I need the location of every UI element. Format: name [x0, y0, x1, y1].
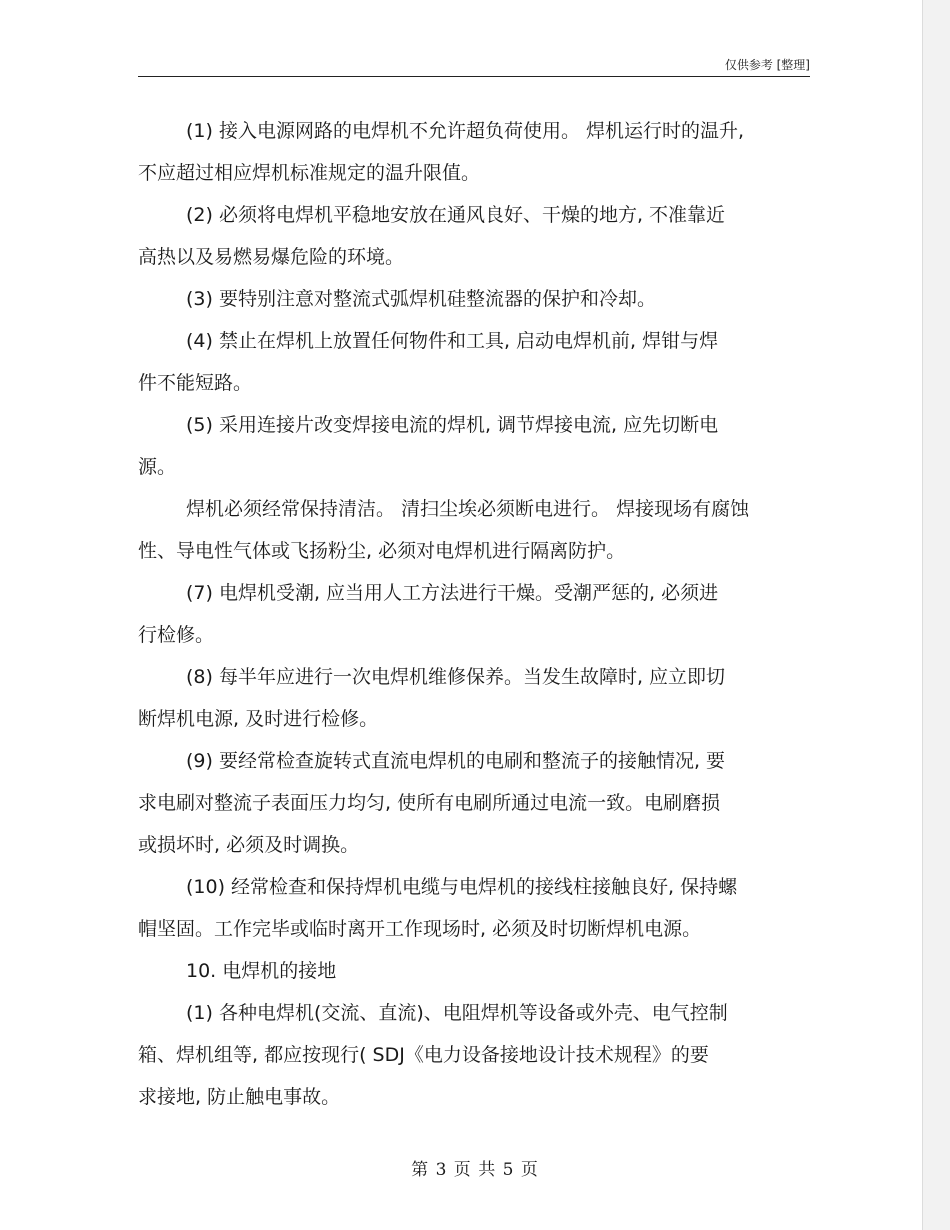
body-text — [138, 110, 818, 1118]
paragraph-7 — [138, 572, 818, 656]
paragraph-line: 求电刷对整流子表面压力均匀, 使所有电刷所通过电流一致。电刷磨损 — [138, 792, 721, 814]
paragraph-line: 高热以及易燃易爆危险的环境。 — [138, 246, 405, 268]
paragraph-line: 断焊机电源, 及时进行检修。 — [138, 708, 379, 730]
paragraph-line: (1) 各种电焊机(交流、直流)、电阻焊机等设备或外壳、电气控制 — [186, 1002, 728, 1024]
page-header: 仅供参考 [整理] — [724, 58, 810, 72]
paragraph-3 — [138, 278, 818, 320]
paragraph-line: 件不能短路。 — [138, 372, 253, 394]
paragraph-line: 焊机必须经常保持清洁。 清扫尘埃必须断电进行。 焊接现场有腐蚀 — [186, 498, 750, 520]
paragraph-line: (9) 要经常检查旋转式直流电焊机的电刷和整流子的接触情况, 要 — [186, 750, 726, 772]
paragraph-4 — [138, 320, 818, 404]
paragraph-1 — [138, 110, 818, 194]
paragraph-line: 帽坚固。工作完毕或临时离开工作现场时, 必须及时切断焊机电源。 — [138, 918, 702, 940]
paragraph-8 — [138, 656, 818, 740]
paragraph-line: 源。 — [138, 456, 177, 478]
paragraph-line: (1) 接入电源网路的电焊机不允许超负荷使用。 焊机运行时的温升, — [186, 120, 745, 142]
paragraph-line: 求接地, 防止触电事故。 — [138, 1086, 341, 1108]
paragraph-line: (3) 要特别注意对整流式弧焊机硅整流器的保护和冷却。 — [186, 288, 656, 310]
paragraph-10 — [138, 866, 818, 950]
paragraph-line: 性、导电性气体或飞扬粉尘, 必须对电焊机进行隔离防护。 — [138, 540, 626, 562]
paragraph-line: 或损坏时, 必须及时调换。 — [138, 834, 360, 856]
paragraph-9 — [138, 740, 818, 866]
paragraph-line: (2) 必须将电焊机平稳地安放在通风良好、干燥的地方, 不准靠近 — [186, 204, 726, 226]
paragraph-line: (10) 经常检查和保持焊机电缆与电焊机的接线柱接触良好, 保持螺 — [186, 876, 738, 898]
paragraph-line: 行检修。 — [138, 624, 215, 646]
paragraph-line: 箱、焊机组等, 都应按现行( SDJ《电力设备接地设计技术规程》的要 — [138, 1044, 709, 1066]
page-footer: 第 3 页 共 5 页 — [411, 1160, 539, 1180]
paragraph-line: (8) 每半年应进行一次电焊机维修保养。当发生故障时, 应立即切 — [186, 666, 726, 688]
viewer-margin — [923, 0, 950, 1230]
paragraph-line: 不应超过相应焊机标准规定的温升限值。 — [138, 162, 481, 184]
section-heading — [138, 950, 818, 992]
paragraph-12 — [138, 992, 818, 1118]
paragraph-5 — [138, 404, 818, 488]
header-rule — [138, 76, 810, 77]
paragraph-line: (5) 采用连接片改变焊接电流的焊机, 调节焊接电流, 应先切断电 — [186, 414, 719, 436]
section-heading-text: 10. 电焊机的接地 — [186, 960, 337, 982]
paragraph-2 — [138, 194, 818, 278]
paragraph-line: (4) 禁止在焊机上放置任何物件和工具, 启动电焊机前, 焊钳与焊 — [186, 330, 719, 352]
paragraph-6 — [138, 488, 818, 572]
paragraph-line: (7) 电焊机受潮, 应当用人工方法进行干燥。受潮严惩的, 必须进 — [186, 582, 719, 604]
